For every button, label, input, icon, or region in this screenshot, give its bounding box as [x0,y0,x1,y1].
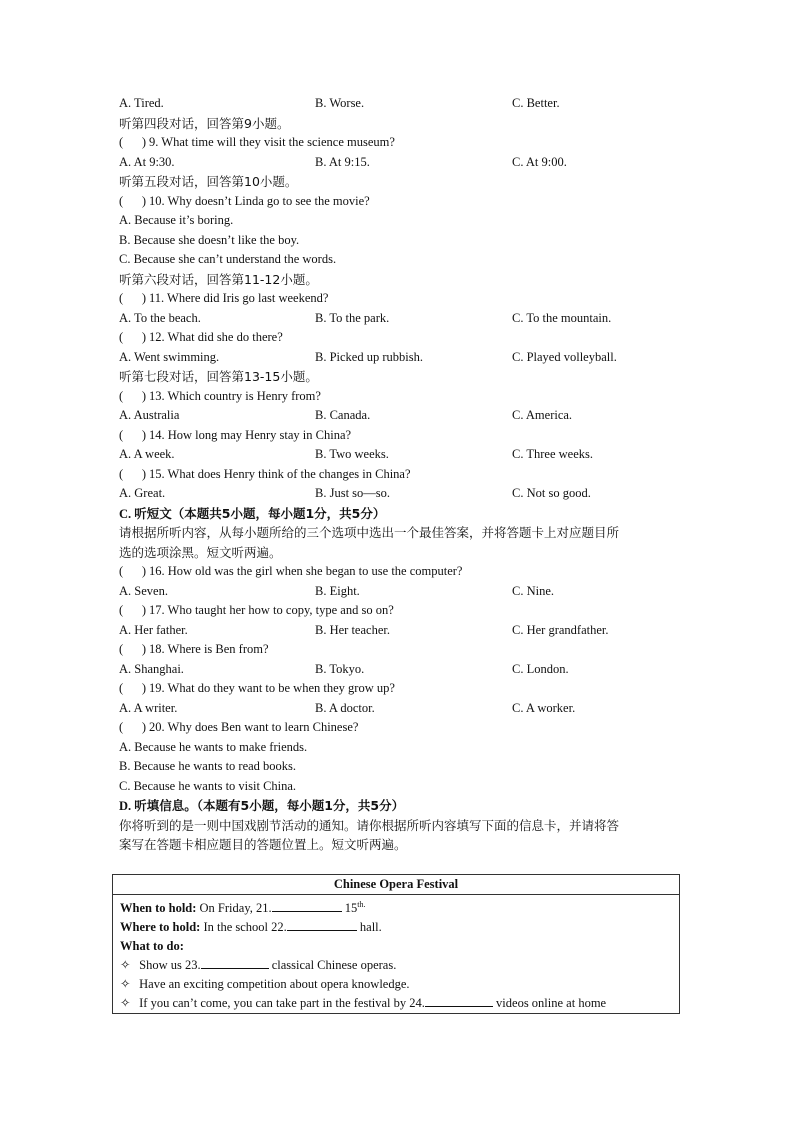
option-a: A. A week. [119,447,175,461]
section-c-heading [119,504,685,524]
question-17 [119,601,685,621]
q12-options [119,348,685,368]
item3-after: videos online at home [496,996,607,1011]
diamond-bullet-icon: ✧ [120,958,131,973]
question-10 [119,192,685,212]
section-d-heading [119,796,685,816]
option-c: C. Because she can’t understand the words. [119,252,337,266]
what-row [120,937,672,956]
card-body [113,895,680,1014]
option-c: C. At 9:00. [512,154,567,169]
section-d-instruction [119,816,685,855]
when-sup: th. [357,900,366,909]
q17-options [119,621,685,641]
exam-page [119,94,685,855]
option-c: C. Played volleyball. [512,349,617,364]
q18-options [119,660,685,680]
option-b: B. Worse. [315,96,365,110]
bullet-item-2 [120,975,672,994]
question-text: 20. Why does Ben want to learn Chinese? [149,720,359,734]
option-c: C. A worker. [512,700,576,715]
question-9 [119,133,685,153]
question-text: 19. What do they want to be when they grow up? [149,681,395,695]
q13-options [119,406,685,426]
option-b: B. Two weeks. [315,447,389,461]
answer-bracket: ( ) [119,720,147,734]
question-text: 18. Where is Ben from? [149,642,269,656]
q14-options [119,445,685,465]
question-text: 11. Where did Iris go last weekend? [149,291,329,305]
when-label: When to hold: [120,901,197,916]
answer-bracket: ( ) [119,193,147,208]
answer-bracket: ( ) [119,427,147,442]
blank-23[interactable] [201,956,269,969]
option-a: A. Great. [119,486,166,500]
question-20 [119,718,685,738]
section-c-instruction [119,523,685,562]
option-a: A. Went swimming. [119,349,220,364]
option-c: C. Her grandfather. [512,622,609,637]
card-title: Chinese Opera Festival [113,875,680,895]
question-11 [119,289,685,309]
option-c: C. America. [512,408,573,422]
when-text: On Friday, 21. [199,901,272,916]
option-b: B. Because he wants to read books. [119,759,297,773]
instruction-line-1: 请根据所听内容，从每小题所给的三个选项中选出一个最佳答案，并将答题卡上对应题目所 [119,525,620,540]
answer-bracket: ( ) [119,330,147,344]
item2-text: Have an exciting competition about opera knowledge. [139,977,410,992]
option-b: B. Canada. [315,408,371,422]
question-13 [119,387,685,407]
answer-bracket: ( ) [119,291,147,305]
option-c: C. To the mountain. [512,310,612,325]
question-text: 9. What time will they visit the science museum? [149,135,395,149]
answer-bracket: ( ) [119,564,147,578]
option-a: A. Because he wants to make friends. [119,739,308,754]
question-text: 16. How old was the girl when she began to use the computer? [149,564,463,578]
blank-21[interactable] [272,899,342,912]
item3-before: If you can’t come, you can take part in the festival by 24. [139,996,425,1011]
q15-options [119,484,685,504]
answer-bracket: ( ) [119,642,147,656]
dialogue-4-intro: 听第四段对话，回答第9小题。 [119,115,290,131]
item1-after: classical Chinese operas. [271,958,397,973]
answer-bracket: ( ) [119,135,147,149]
option-b: B. Because she doesn’t like the boy. [119,232,300,247]
question-12 [119,328,685,348]
option-a: A. Shanghai. [119,661,184,676]
what-label: What to do: [120,939,184,954]
blank-24[interactable] [425,994,493,1007]
option-c: C. Because he wants to visit China. [119,778,297,793]
answer-bracket: ( ) [119,466,147,481]
question-text: 14. How long may Henry stay in China? [149,427,352,442]
where-row [120,918,672,937]
instruction-line-1: 你将听到的是一则中国戏剧节活动的通知。请你根据所听内容填写下面的信息卡，并请将答 [119,817,620,833]
q8-options [119,94,685,114]
dialogue-5-intro: 听第五段对话，回答第10小题。 [119,174,298,189]
q19-options [119,699,685,719]
section-letter: C. [119,506,132,521]
q11-options [119,309,685,329]
option-c: C. Better. [512,96,560,110]
answer-bracket: ( ) [119,603,147,617]
option-a: A. To the beach. [119,310,201,325]
question-15 [119,465,685,485]
question-19 [119,679,685,699]
bullet-item-1 [120,956,672,975]
question-text: 15. What does Henry think of the changes in China? [149,466,411,481]
option-b: B. Her teacher. [315,622,390,637]
option-a: A. A writer. [119,700,178,715]
question-text: 10. Why doesn’t Linda go to see the movie? [149,193,370,208]
when-row [120,895,672,918]
section-title: 听填信息。（本题有5小题，每小题1分，共5分） [134,798,405,813]
option-b: B. Just so—so. [315,486,391,500]
option-a: A. Australia [119,408,180,422]
option-a: A. Tired. [119,96,164,110]
option-b: B. To the park. [315,310,390,325]
option-b: B. Eight. [315,583,360,598]
option-c: C. Nine. [512,583,555,598]
option-a: A. At 9:30. [119,154,175,169]
answer-bracket: ( ) [119,681,147,695]
instruction-line-2: 案写在答题卡相应题目的答题位置上。短文听两遍。 [119,837,407,852]
question-14 [119,426,685,446]
section-letter: D. [119,799,132,813]
question-text: 12. What did she do there? [149,330,283,344]
option-b: B. Tokyo. [315,661,365,676]
question-18 [119,640,685,660]
bullet-item-3 [120,994,672,1013]
option-a: A. Her father. [119,622,188,637]
option-b: B. At 9:15. [315,154,370,169]
question-text: 17. Who taught her how to copy, type and so on? [149,603,394,617]
option-a: A. Seven. [119,583,168,598]
info-card [112,874,680,1014]
instruction-line-2: 选的选项涂黑。短文听两遍。 [119,544,282,560]
question-16 [119,562,685,582]
option-a: A. Because it’s boring. [119,213,234,227]
item1-before: Show us 23. [139,958,201,973]
answer-bracket: ( ) [119,388,147,403]
dialogue-6-intro: 听第六段对话，回答第11-12小题。 [119,271,318,287]
where-text: In the school 22. [203,920,287,935]
blank-22[interactable] [287,918,357,931]
dialogue-7-intro: 听第七段对话，回答第13-15小题。 [119,369,318,384]
option-b: B. A doctor. [315,700,375,715]
diamond-bullet-icon: ✧ [120,977,131,992]
where-after: hall. [359,920,382,935]
q9-options [119,153,685,173]
section-title: 听短文（本题共5小题，每小题1分，共5分） [134,505,386,521]
q16-options [119,582,685,602]
diamond-bullet-icon: ✧ [120,996,131,1011]
where-label: Where to hold: [120,920,201,935]
option-b: B. Picked up rubbish. [315,349,423,364]
when-after: 15 [344,901,358,916]
option-c: C. Three weeks. [512,447,593,461]
option-c: C. London. [512,661,569,676]
question-text: 13. Which country is Henry from? [149,388,321,403]
option-c: C. Not so good. [512,486,591,500]
